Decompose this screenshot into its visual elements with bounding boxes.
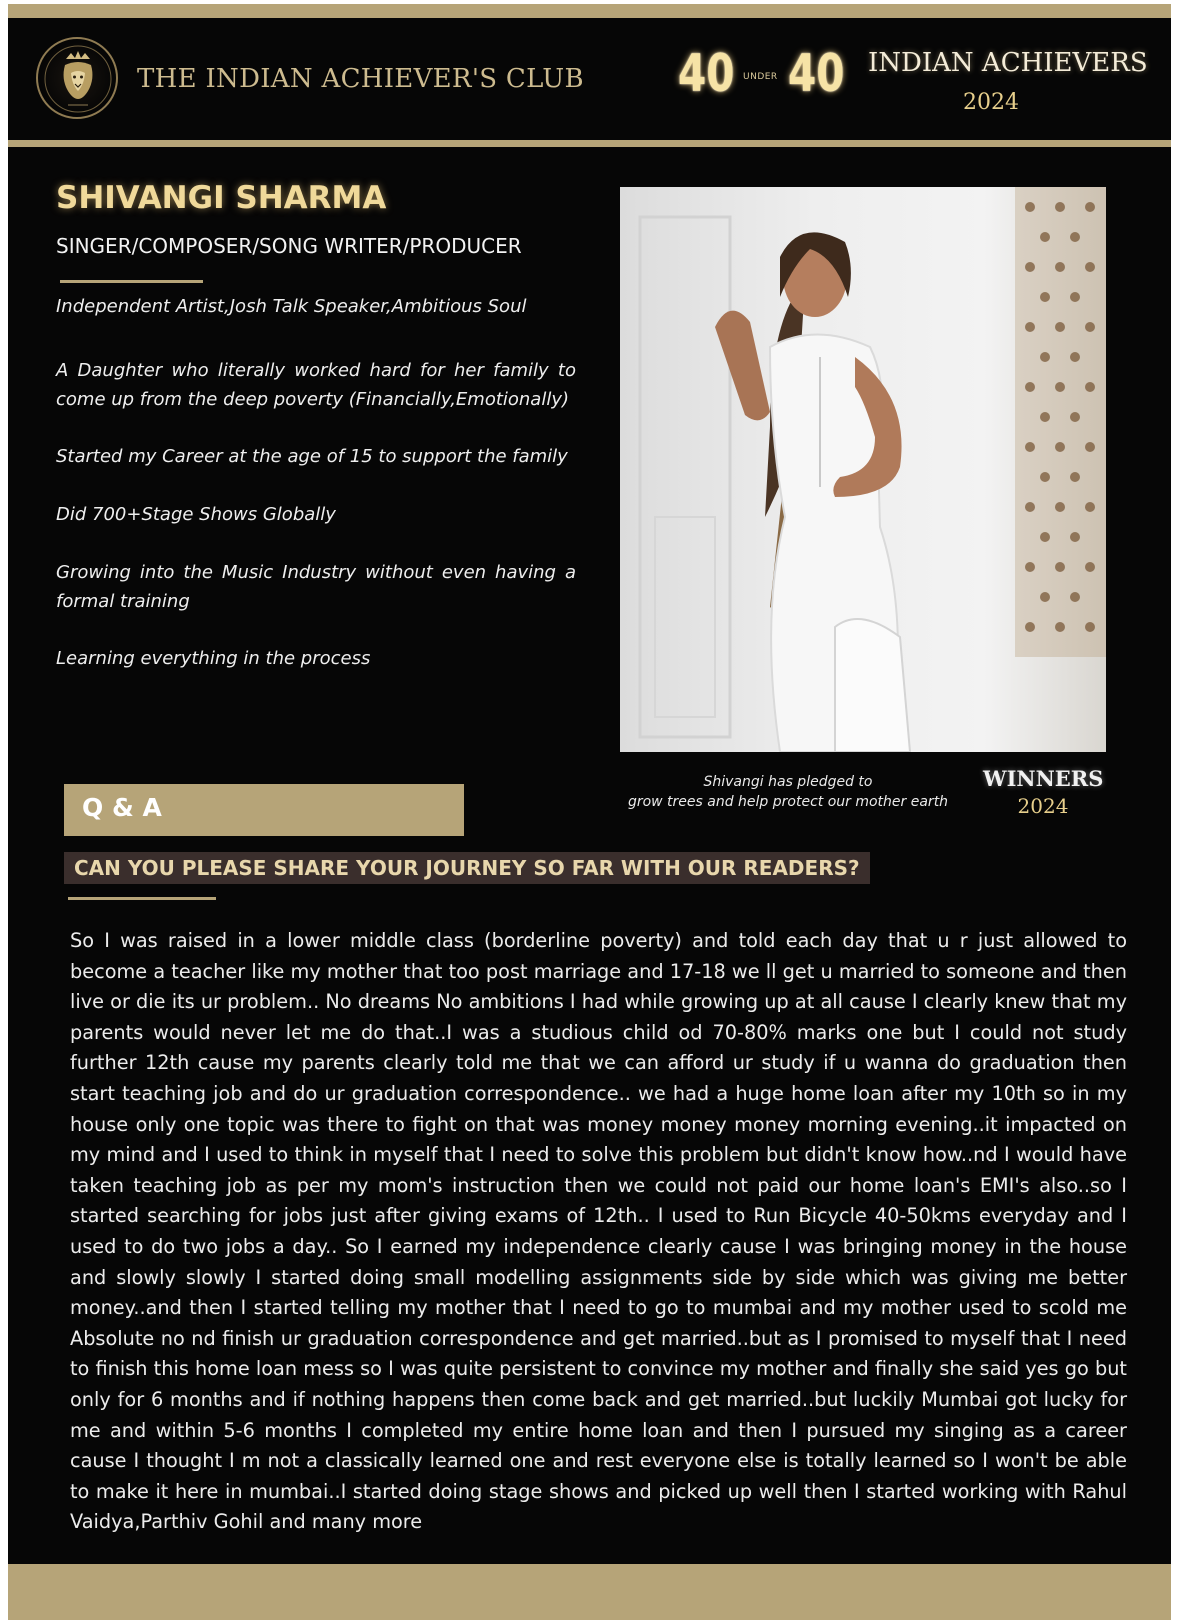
question-underline <box>68 897 216 900</box>
answer-text: So I was raised in a lower middle class (borderline poverty) and told each day that u r just allowed to become a teacher like my mother that too post marriage and 17-18 we ll get u married to someone and then live or die its ur problem.. No dreams No ambitions I had while growing up at all cause I clearly knew that my parents would never let me do that..I was a studious child od 70-80% marks one but I could not study further 12th cause my parents clearly told me that we can afford ur study if u wanna do graduation then start teaching job and do ur graduation correspondence.. we had a huge home loan after my 10th so in my house only one topic was there to fight on that was money money money morning evening..it impacted on my mind and I used to think in myself that I need to solve this problem but didn't know how..nd I would have taken teaching job as per my mom's instruction then we could not paid our home loan's EMI's also..so I started searching for jobs just after giving exams of 12th.. I used to Run Bicycle 40-50kms everyday and I used to do two jobs a day.. So I earned my independence clearly cause I was bringing money in the house and slowly slowly I started doing small modelling assignments side by side which was giving me better money..and then I started telling my mother that I need to go to mumbai and my mother used to scold me Absolute no nd finish ur graduation correspondence and get married..but as I promised to myself that I need to finish this home loan mess so I was quite persistent to convince my mother and finally she said yes go but only for 6 months and if nothing happens then come back and get married..but luckily Mumbai got lucky for me and within 5-6 months I completed my entire home loan and then I pursued my singing as a career cause I thought I m not a classically learned one and rest everyone else is totally learned so I won't be able to make it here in mumbai..I started doing stage shows and picked up well then I started working with Rahul Vaidya,Parthiv Gohil and many more <box>70 929 1127 1534</box>
header-divider <box>8 140 1171 147</box>
award-year: 2024 <box>963 90 1019 115</box>
qa-heading: Q & A <box>82 793 162 822</box>
bio-line: Learning everything in the process <box>56 648 371 669</box>
top-gold-bar <box>8 4 1171 18</box>
photo-caption <box>618 772 958 812</box>
bio-line: Started my Career at the age of 15 to support the family <box>56 446 568 467</box>
bio-line: Did 700+Stage Shows Globally <box>56 504 336 525</box>
magazine-page <box>8 4 1171 1620</box>
name-underline <box>60 280 203 283</box>
caption-line: grow trees and help protect our mother earth <box>627 794 949 810</box>
caption-line: Shivangi has pledged to <box>703 774 873 790</box>
award-number-right: 40 <box>788 44 845 104</box>
qa-heading-bar <box>64 784 464 836</box>
winners-label: WINNERS <box>983 766 1104 791</box>
question-text: CAN YOU PLEASE SHARE YOUR JOURNEY SO FAR WITH OUR READERS? <box>64 852 870 884</box>
achiever-name: SHIVANGI SHARMA <box>56 180 387 216</box>
award-number-left: 40 <box>678 44 735 104</box>
bio-line: Independent Artist,Josh Talk Speaker,Ambitious Soul <box>56 296 527 317</box>
club-name: THE INDIAN ACHIEVER'S CLUB <box>137 64 584 94</box>
award-under: UNDER <box>743 72 778 82</box>
winners-year: 2024 <box>1017 794 1069 818</box>
achiever-role: SINGER/COMPOSER/SONG WRITER/PRODUCER <box>56 234 522 258</box>
award-title: INDIAN ACHIEVERS <box>868 48 1148 78</box>
lion-crest-icon <box>36 37 118 119</box>
bio-line: A Daughter who literally worked hard for her family to come up from the deep poverty (Financially,Emotionally) <box>56 360 576 410</box>
bottom-gold-bar <box>8 1564 1171 1620</box>
achiever-photo <box>620 187 1106 752</box>
bio-line: Growing into the Music Industry without even having a formal training <box>56 562 576 612</box>
